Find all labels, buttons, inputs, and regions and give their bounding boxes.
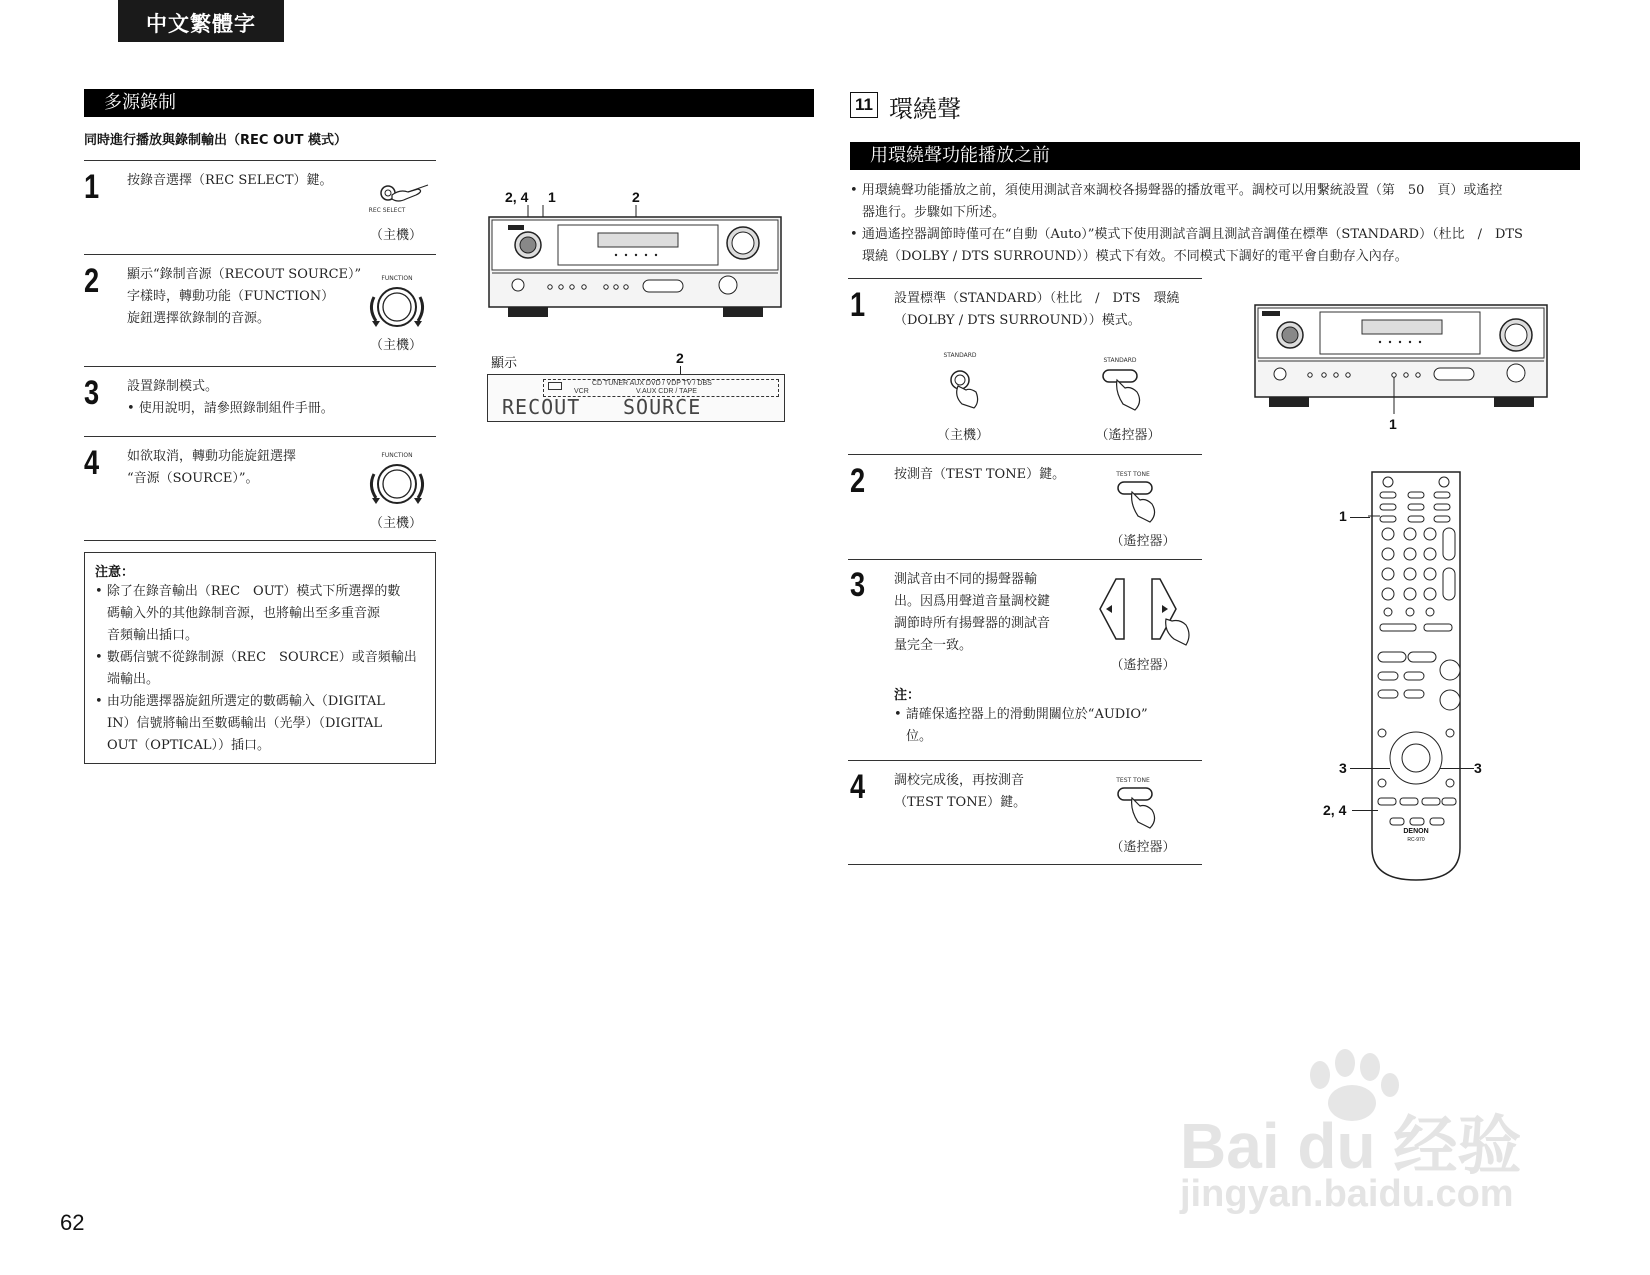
caption-remote: （遙控器） bbox=[1110, 840, 1176, 855]
chapter-title: 環繞聲 bbox=[889, 95, 961, 123]
callout-line bbox=[1352, 810, 1378, 811]
front-display-panel bbox=[487, 374, 785, 422]
icon-label: REC SELECT bbox=[368, 207, 406, 214]
note-item: • 請確保遙控器上的滑動開關位於“AUDIO” 位。 bbox=[894, 707, 1148, 744]
divider bbox=[848, 454, 1202, 455]
divider bbox=[84, 540, 436, 541]
callout-line bbox=[1440, 768, 1474, 769]
caption-remote: （遙控器） bbox=[1095, 428, 1161, 443]
rec-out-subheading: 同時進行播放與錄制輸出（REC OUT 模式） bbox=[84, 133, 347, 148]
chapter-number: 11 bbox=[850, 92, 878, 118]
watermark-logo-text: Bai du 经验 bbox=[1180, 1110, 1522, 1182]
icon-label: TEST TONE bbox=[1116, 471, 1150, 478]
divider bbox=[848, 559, 1202, 560]
intro-paragraph: • 用環繞聲功能播放之前，須使用測試音來調校各揚聲器的播放電平。調校可以用繫統設置（第 50 頁）或遙控 器進行。步驟如下所述。 • 通過遙控器調節時僅可在“自動（Auto）”模式下使用測試音調且測試音調僅在標準（STANDARD）（杜比 / DTS 環繞（DOLBY / DTS SURROUND））模式下有效。不同模式下調好的電平會自動存入內存。 bbox=[850, 180, 1582, 268]
baidu-watermark bbox=[1180, 1045, 1560, 1225]
divider bbox=[848, 278, 1202, 279]
caption-remote: （遙控器） bbox=[1110, 534, 1176, 549]
divider bbox=[848, 760, 1202, 761]
icon-label: STANDARD bbox=[1103, 357, 1137, 364]
step-text: 調校完成後，再按測音 （TEST TONE）鍵。 bbox=[894, 773, 1027, 810]
note-title: 注： bbox=[894, 688, 921, 703]
function-knob-icon bbox=[362, 275, 432, 333]
channel-volume-buttons-icon bbox=[1092, 575, 1202, 647]
step-number: 3 bbox=[84, 374, 100, 412]
note-box bbox=[84, 552, 436, 764]
display-text-recout: RECOUT bbox=[502, 395, 581, 419]
function-knob-icon bbox=[362, 452, 432, 510]
step-text: 按測音（TEST TONE）鍵。 bbox=[894, 467, 1066, 482]
note-item: • 除了在錄音輸出（REC OUT）模式下所選擇的數 碼輸入外的其他錄制音源，也將輸出至多重音源 音頻輸出插口。 bbox=[95, 581, 425, 647]
language-tag: 中文繁體字 bbox=[118, 0, 284, 42]
callout-label: 1 bbox=[1389, 416, 1397, 432]
callout-line bbox=[1350, 768, 1390, 769]
callout-label: 2 bbox=[676, 350, 684, 366]
divider bbox=[848, 864, 1202, 865]
step-text: 測試音由不同的揚聲器輸 出。因爲用聲道音量調校鍵 調節時所有揚聲器的測試音 量完全一致。 bbox=[894, 572, 1051, 653]
display-indicators-row2a: VCR bbox=[574, 388, 589, 395]
step-text: 如欲取消，轉動功能旋鈕選擇 “音源（SOURCE）”。 bbox=[127, 449, 297, 486]
step-number: 1 bbox=[84, 168, 100, 206]
callout-line bbox=[1350, 517, 1370, 518]
icon-label: STANDARD bbox=[943, 352, 977, 359]
step-text: 設置標準（STANDARD）（杜比 / DTS 環繞 （DOLBY / DTS SURROUND））模式。 bbox=[894, 291, 1180, 328]
callout-label: 1 bbox=[548, 189, 556, 205]
display-text-source: SOURCE bbox=[623, 395, 702, 419]
display-indicator-box bbox=[548, 382, 562, 390]
divider bbox=[84, 254, 436, 255]
step-number: 2 bbox=[850, 462, 866, 500]
note-item: • 數碼信號不從錄制源（REC SOURCE）或音頻輸出 端輸出。 bbox=[95, 647, 425, 691]
icon-label: FUNCTION bbox=[381, 452, 413, 459]
display-indicators-row1: CD TUNER AUX DVD / VDP TV / DBS bbox=[592, 380, 712, 387]
display-indicators-row2b: V.AUX CDR / TAPE bbox=[636, 388, 697, 395]
step-number: 2 bbox=[84, 262, 100, 300]
standard-button-main-icon bbox=[940, 362, 1000, 410]
remote-brand: DENON bbox=[1403, 828, 1429, 835]
callout-label: 2, 4 bbox=[505, 189, 529, 205]
caption-remote: （遙控器） bbox=[1110, 658, 1176, 673]
step-text: 按錄音選擇（REC SELECT）鍵。 bbox=[127, 173, 333, 188]
note-title: 注意： bbox=[95, 565, 135, 580]
display-label: 顯示 bbox=[491, 356, 518, 371]
step-number: 1 bbox=[850, 286, 866, 324]
step-number: 4 bbox=[850, 768, 866, 806]
step-text: 顯示“錄制音源（RECOUT SOURCE）” 字樣時，轉動功能（FUNCTION） 旋鈕選擇欲錄制的音源。 bbox=[127, 267, 362, 326]
remote-control-diagram bbox=[1368, 468, 1464, 884]
callout-label: 3 bbox=[1474, 760, 1482, 776]
callout-label: 2 bbox=[632, 189, 640, 205]
icon-label: TEST TONE bbox=[1116, 777, 1150, 784]
caption-main-unit: （主機） bbox=[369, 516, 422, 531]
remote-model: RC-970 bbox=[1407, 837, 1425, 843]
caption-main-unit: （主機） bbox=[369, 228, 422, 243]
callout-label: 2, 4 bbox=[1323, 802, 1347, 818]
caption-main-unit: （主機） bbox=[936, 428, 989, 443]
divider bbox=[84, 436, 436, 437]
section-title-multi-source: 多源錄制 bbox=[84, 89, 814, 117]
step-number: 4 bbox=[84, 444, 100, 482]
callout-label: 3 bbox=[1339, 760, 1347, 776]
step-text: 設置錄制模式。 • 使用說明，請參照錄制組件手冊。 bbox=[127, 379, 334, 416]
divider bbox=[84, 160, 436, 161]
standard-button-remote-icon bbox=[1095, 366, 1155, 414]
section-title-before-surround: 用環繞聲功能播放之前 bbox=[850, 142, 1580, 170]
rec-select-button-icon bbox=[368, 175, 434, 217]
divider bbox=[84, 366, 436, 367]
icon-label: FUNCTION bbox=[381, 275, 413, 282]
receiver-front-panel-diagram bbox=[1254, 302, 1550, 422]
caption-main-unit: （主機） bbox=[369, 338, 422, 353]
note-item: • 由功能選擇器旋鈕所選定的數碼輸入（DIGITAL IN）信號將輸出至數碼輸出（光學）（DIGITAL OUT（OPTICAL））插口。 bbox=[95, 691, 425, 757]
callout-label: 1 bbox=[1339, 508, 1347, 524]
test-tone-button-icon bbox=[1110, 784, 1170, 832]
receiver-front-panel-diagram bbox=[488, 205, 784, 320]
watermark-url: jingyan.baidu.com bbox=[1180, 1173, 1514, 1215]
test-tone-button-icon bbox=[1110, 478, 1170, 526]
page-number: 62 bbox=[60, 1210, 85, 1235]
step-number: 3 bbox=[850, 566, 866, 604]
